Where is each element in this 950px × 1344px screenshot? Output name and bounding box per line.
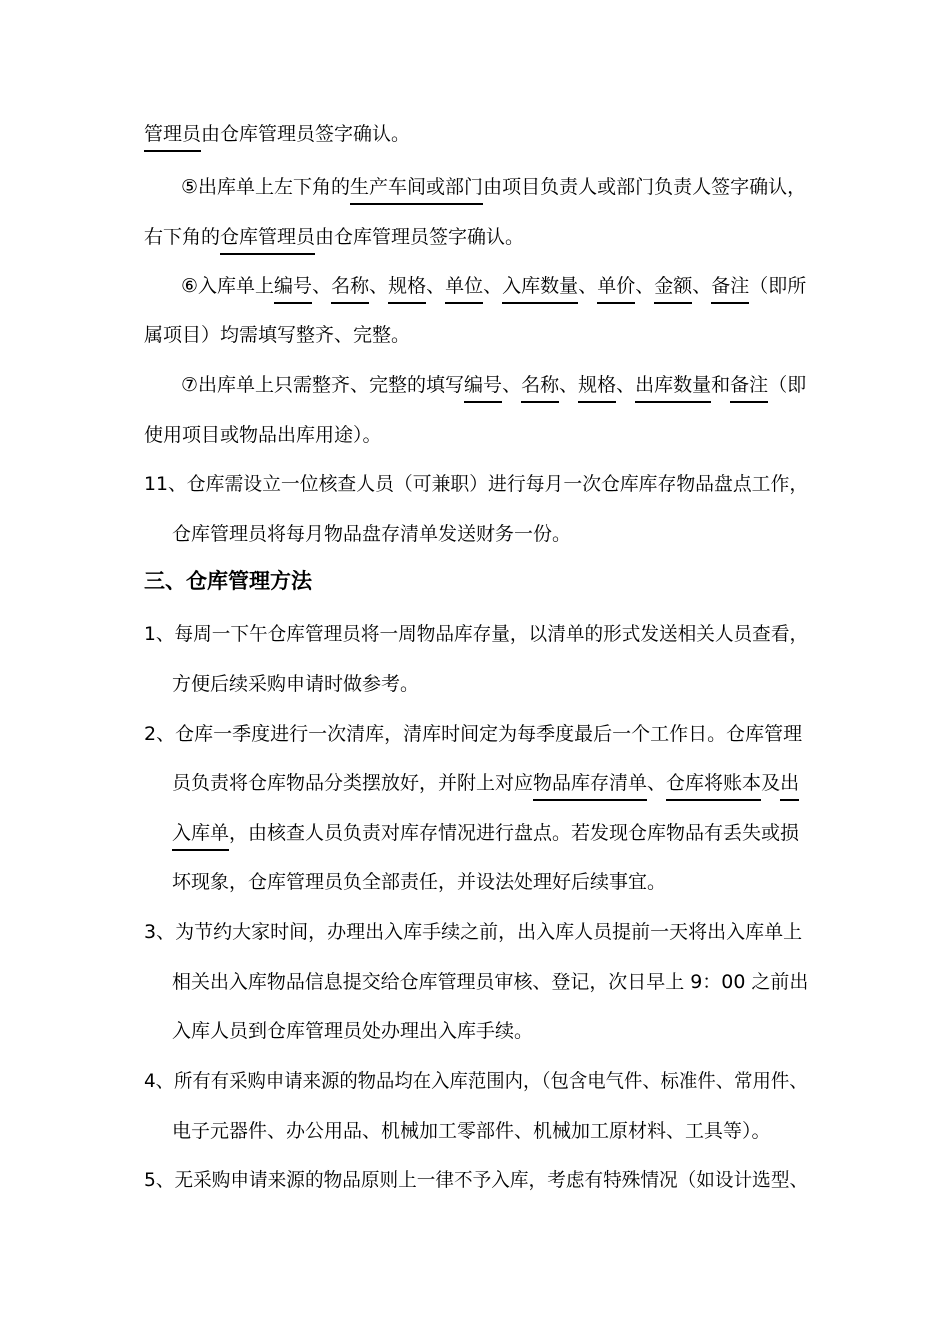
text-line [181, 274, 806, 298]
text-run: 、 [426, 275, 446, 297]
text-run: 、 [559, 374, 579, 396]
text-run: ⑤出库单上左下角的 [181, 176, 351, 198]
text-run: 、 [312, 275, 332, 297]
underlined-term: 编号 [464, 374, 502, 403]
underlined-term: 管理员 [144, 123, 201, 152]
text-run: 及 [761, 772, 781, 794]
text-line [172, 1019, 533, 1043]
text-line [144, 323, 410, 347]
text-line [172, 970, 808, 994]
text-run: 、 [483, 275, 503, 297]
text-run: 、 [692, 275, 712, 297]
text-run: 、 [647, 772, 667, 794]
underlined-term: 入库单 [172, 822, 229, 851]
text-line [172, 771, 799, 795]
text-run: 右下角的 [144, 226, 221, 248]
text-line [172, 672, 419, 696]
underlined-term: 名称 [331, 275, 369, 304]
underlined-term: 金额 [654, 275, 692, 304]
text-run: 、 [369, 275, 389, 297]
text-line [172, 522, 571, 546]
text-run: 、 [578, 275, 598, 297]
text-line [144, 622, 808, 646]
underlined-term: 规格 [578, 374, 616, 403]
text-run: 11、仓库需设立一位核查人员（可兼职）进行每月一次仓库库存物品盘点工作， [144, 473, 809, 495]
text-line [172, 821, 799, 845]
text-line [144, 1069, 808, 1093]
underlined-term: 备注 [730, 374, 768, 403]
text-run: 坏现象，仓库管理员负全部责任，并设法处理好后续事宜。 [172, 871, 667, 893]
section-heading: 三、仓库管理方法 [144, 569, 312, 593]
text-line [144, 722, 802, 746]
text-run: 由项目负责人或部门负责人签字确认， [483, 176, 807, 198]
text-run: 3、为节约大家时间，办理出入库手续之前，出入库人员提前一天将出入库单上 [144, 921, 803, 943]
text-line [144, 122, 410, 146]
underlined-term: 仓库管理员 [220, 226, 315, 255]
text-run: ，由核查人员负责对库存情况进行盘点。若发现仓库物品有丢失或损 [229, 822, 800, 844]
text-run: 和 [711, 374, 731, 396]
text-run: ⑥入库单上 [181, 275, 275, 297]
text-line [144, 920, 802, 944]
text-line [172, 1119, 771, 1143]
text-run: 、 [502, 374, 522, 396]
text-run: 电子元器件、办公用品、机械加工零部件、机械加工原材料、工具等）。 [172, 1120, 771, 1142]
underlined-term: 规格 [388, 275, 426, 304]
text-run: 5、无采购申请来源的物品原则上一律不予入库，考虑有特殊情况（如设计选型、 [144, 1169, 809, 1191]
text-run: 仓库管理员将每月物品盘存清单发送财务一份。 [172, 523, 572, 545]
underlined-term: 出 [780, 772, 799, 801]
text-run: ⑦出库单上只需整齐、完整的填写 [181, 374, 465, 396]
text-run: （即 [768, 374, 807, 396]
text-line [144, 423, 382, 447]
underlined-term: 备注 [711, 275, 749, 304]
text-line [181, 175, 806, 199]
underlined-term: 出库数量 [635, 374, 711, 403]
text-run: 2、仓库一季度进行一次清库，清库时间定为每季度最后一个工作日。仓库管理 [144, 723, 803, 745]
text-run: 1、每周一下午仓库管理员将一周物品库存量，以清单的形式发送相关人员查看， [144, 623, 809, 645]
text-run: 、 [635, 275, 655, 297]
underlined-term: 单价 [597, 275, 635, 304]
underlined-term: 入库数量 [502, 275, 578, 304]
underlined-term: 仓库将账本 [666, 772, 761, 801]
text-run: 方便后续采购申请时做参考。 [172, 673, 420, 695]
text-run: 属项目）均需填写整齐、完整。 [144, 324, 411, 346]
text-run: 由仓库管理员签字确认。 [201, 123, 411, 145]
underlined-term: 名称 [521, 374, 559, 403]
underlined-term: 生产车间或部门 [350, 176, 483, 205]
text-run: 由仓库管理员签字确认。 [315, 226, 525, 248]
text-run: 、 [616, 374, 636, 396]
text-line [172, 870, 666, 894]
text-line [144, 472, 808, 496]
text-line [144, 225, 524, 249]
underlined-term: 物品库存清单 [533, 772, 647, 801]
text-run: 入库人员到仓库管理员处办理出入库手续。 [172, 1020, 534, 1042]
underlined-term: 单位 [445, 275, 483, 304]
text-run: （即所 [749, 275, 807, 297]
text-run: 4、所有有采购申请来源的物品均在入库范围内，（包含电气件、标准件、常用件、 [144, 1070, 808, 1092]
text-run: 相关出入库物品信息提交给仓库管理员审核、登记，次日早上 9：00 之前出 [172, 971, 809, 993]
text-run: 员负责将仓库物品分类摆放好，并附上对应 [172, 772, 534, 794]
text-line [144, 1168, 808, 1192]
text-line [181, 373, 806, 397]
text-run: 使用项目或物品出库用途）。 [144, 424, 382, 446]
underlined-term: 编号 [274, 275, 312, 304]
